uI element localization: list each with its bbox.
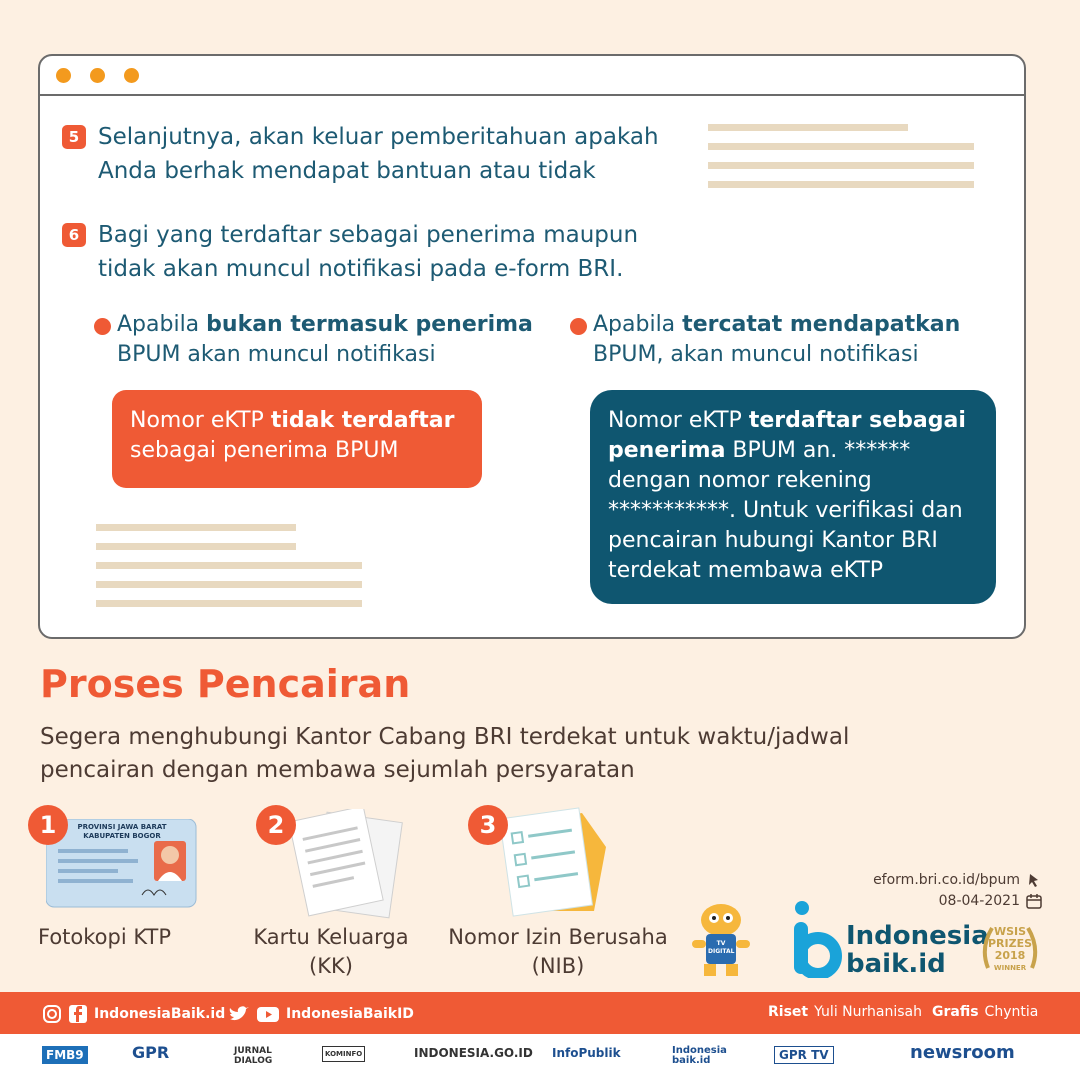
placeholder-lines — [96, 524, 362, 619]
requirement-label: Kartu Keluarga (KK) — [253, 925, 409, 978]
credits: Riset Yuli Nurhanisah Grafis Chyntia — [768, 1004, 1039, 1020]
window-titlebar — [40, 56, 1024, 96]
footer-social-bar — [0, 992, 1080, 1034]
window-dot-icon — [124, 68, 139, 83]
step-number-badge: 5 — [62, 125, 86, 149]
calendar-icon — [1026, 893, 1042, 909]
step-5 — [62, 120, 659, 188]
requirement-label: Fotokopi KTP — [38, 925, 171, 949]
twitter-icon — [228, 1004, 250, 1024]
requirement-number-badge: 1 — [28, 805, 68, 845]
partner-logo: InfoPublik — [552, 1046, 621, 1060]
bullet-dot-icon — [570, 318, 587, 335]
facebook-icon — [68, 1004, 88, 1024]
bullet-recipient: Apabila tercatat mendapatkan BPUM, akan muncul notifikasi — [570, 310, 960, 370]
bullet-dot-icon — [94, 318, 111, 335]
indonesia-baik-logo-icon — [792, 900, 842, 978]
partner-logo: INDONESIA.GO.ID — [414, 1046, 533, 1060]
requirement-number-badge: 3 — [468, 805, 508, 845]
wsis-award-badge: WSIS PRIZES 2018 WINNER — [978, 918, 1042, 982]
notification-not-registered: Nomor eKTP tidak terdaftar sebagai penerima BPUM — [112, 390, 482, 488]
notification-registered: Nomor eKTP terdaftar sebagai penerima BPUM an. ****** dengan nomor rekening ***********. Untuk verifikasi dan pencairan hubungi Kantor BRI terdekat membawa eKTP — [590, 390, 996, 604]
bullet-not-recipient: Apabila bukan termasuk penerima BPUM akan muncul notifikasi — [94, 310, 533, 370]
placeholder-lines — [708, 124, 974, 200]
window-dot-icon — [90, 68, 105, 83]
partner-logo: newsroom — [910, 1042, 1015, 1063]
pointer-hand-icon — [1026, 872, 1042, 888]
document-stack-icon — [280, 809, 410, 919]
partner-logo: GPR TV — [774, 1046, 834, 1064]
partner-logo: KOMINFO — [322, 1046, 365, 1062]
window-dot-icon — [56, 68, 71, 83]
browser-window — [38, 54, 1026, 639]
brand-name: Indonesia baik.id — [846, 921, 989, 979]
partner-logo: Indonesia baik.id — [672, 1045, 727, 1066]
instagram-icon — [42, 1004, 62, 1024]
folder-document-icon — [490, 807, 630, 917]
step-number-badge: 6 — [62, 223, 86, 247]
step-6 — [62, 218, 638, 286]
social-twitter-youtube[interactable]: IndonesiaBaikID — [228, 1004, 414, 1024]
source-url: eform.bri.co.id/bpum — [873, 872, 1042, 888]
requirement-number-badge: 2 — [256, 805, 296, 845]
partner-logo: JURNAL DIALOG — [234, 1046, 273, 1066]
partner-logo: FMB9 — [42, 1046, 88, 1064]
step-text: Selanjutnya, akan keluar pemberitahuan apakah Anda berhak mendapat bantuan atau tidak — [98, 124, 659, 184]
step-text: Bagi yang terdaftar sebagai penerima maupun tidak akan muncul notifikasi pada e-form BRI. — [98, 222, 639, 282]
publish-date: 08-04-2021 — [939, 893, 1042, 909]
youtube-icon — [256, 1004, 280, 1024]
section-description: Segera menghubungi Kantor Cabang BRI terdekat untuk waktu/jadwal pencairan dengan membawa sejumlah persyaratan — [40, 724, 850, 783]
social-facebook-instagram[interactable]: IndonesiaBaik.id — [42, 1004, 225, 1024]
requirement-label: Nomor Izin Berusaha (NIB) — [448, 925, 668, 978]
partner-logos-bar — [0, 1034, 1080, 1080]
section-title: Proses Pencairan — [40, 662, 411, 706]
mascot-illustration: TV DIGITAL — [686, 900, 756, 980]
partner-logo: GPR — [132, 1043, 170, 1062]
